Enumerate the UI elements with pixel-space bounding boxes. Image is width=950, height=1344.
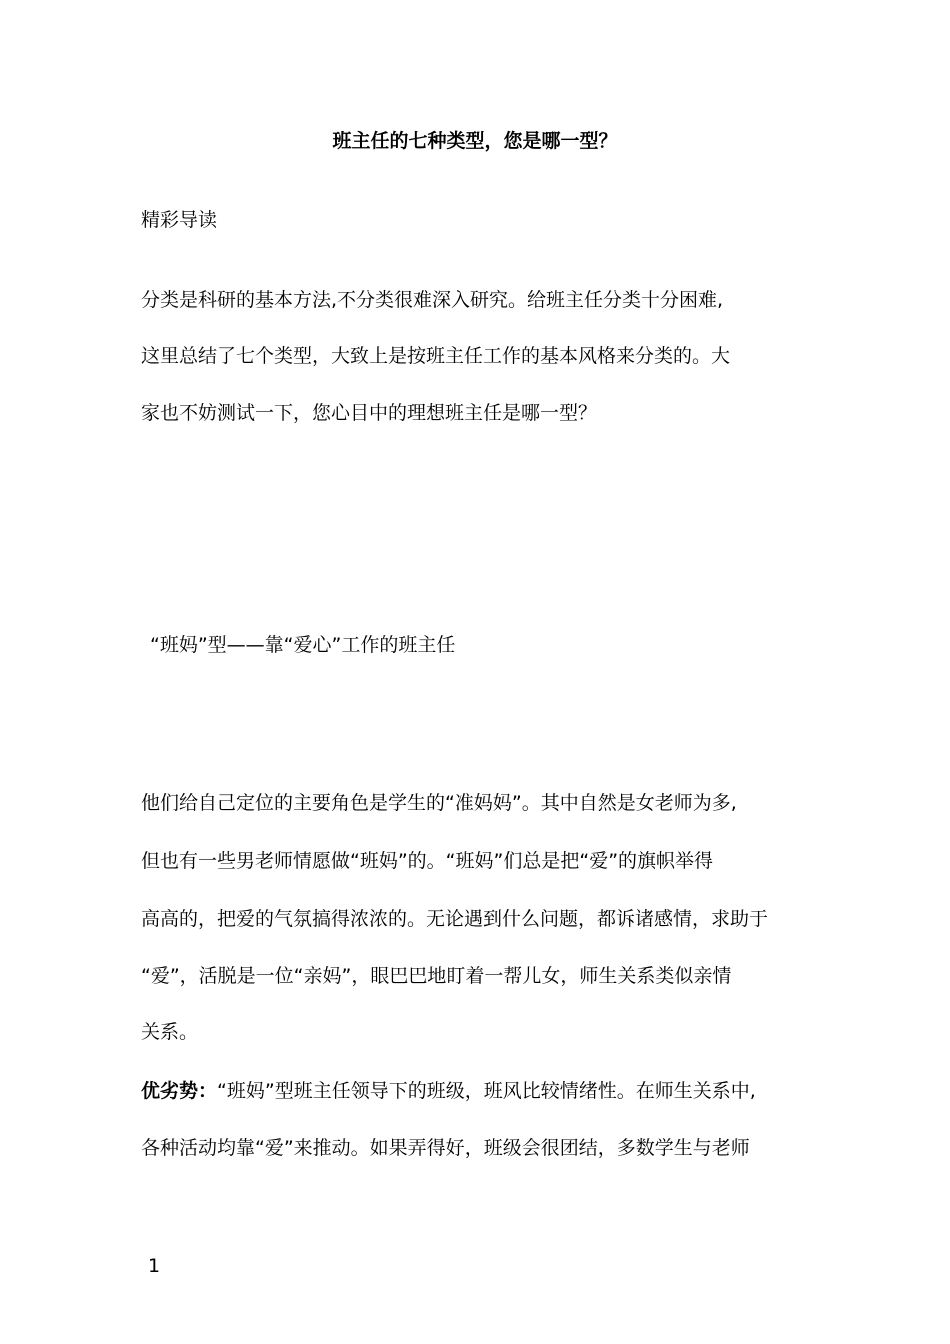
pros-cons-line-1 <box>141 1078 756 1104</box>
pros-cons-line-2: 各种活动均靠“爱”来推动。如果弄得好，班级会很团结，多数学生与老师 <box>141 1137 750 1159</box>
pros-cons-label: 优劣势： <box>141 1080 218 1102</box>
body-line-3: 高高的，把爱的气氛搞得浓浓的。无论遇到什么问题，都诉诸感情，求助于 <box>141 908 769 930</box>
body-line-4: “爱”，活脱是一位“亲妈”，眼巴巴地盯着一帮儿女，师生关系类似亲情 <box>141 965 732 987</box>
page-number: 1 <box>148 1255 161 1277</box>
type-heading: “班妈”型——靠“爱心”工作的班主任 <box>150 634 456 656</box>
body-line-1: 他们给自己定位的主要角色是学生的“准妈妈”。其中自然是女老师为多, <box>141 792 737 814</box>
body-line-5: 关系。 <box>141 1021 199 1043</box>
section-heading: 精彩导读 <box>141 209 218 231</box>
intro-line-1: 分类是科研的基本方法,不分类很难深入研究。给班主任分类十分困难, <box>141 289 724 311</box>
pros-cons-text: “班妈”型班主任领导下的班级，班风比较情绪性。在师生关系中, <box>217 1080 756 1102</box>
body-line-2: 但也有一些男老师情愿做“班妈”的。“班妈”们总是把“爱”的旗帜举得 <box>141 850 714 872</box>
intro-line-2: 这里总结了七个类型，大致上是按班主任工作的基本风格来分类的。大 <box>141 345 731 367</box>
intro-line-3: 家也不妨测试一下，您心目中的理想班主任是哪一型？ <box>141 402 598 424</box>
document-title: 班主任的七种类型，您是哪一型？ <box>332 130 618 152</box>
